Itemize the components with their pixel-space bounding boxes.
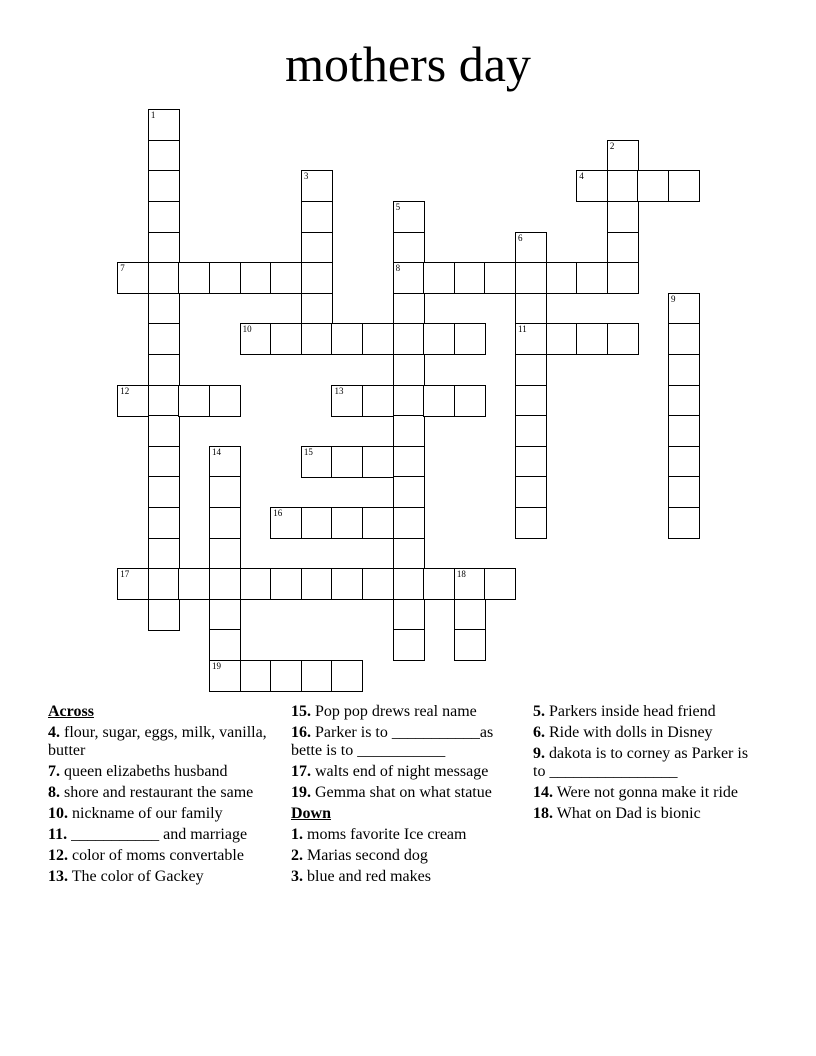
clue-column-1 — [48, 703, 276, 889]
grid-cell[interactable] — [240, 568, 272, 600]
grid-cell[interactable] — [148, 385, 180, 417]
grid-cell[interactable] — [331, 323, 363, 355]
grid-cell[interactable] — [148, 538, 180, 570]
grid-cell[interactable] — [515, 385, 547, 417]
grid-cell[interactable] — [393, 201, 425, 233]
grid-cell[interactable] — [668, 354, 700, 386]
grid-cell[interactable] — [178, 262, 210, 294]
grid-cell[interactable] — [546, 262, 578, 294]
clue-number: 9 — [671, 293, 676, 304]
puzzle-title: mothers day — [285, 36, 531, 92]
grid-cell[interactable] — [454, 629, 486, 661]
grid-cell[interactable] — [393, 446, 425, 478]
clue-across-8: 8. shore and restaurant the same — [48, 784, 254, 801]
grid-cell[interactable] — [209, 629, 241, 661]
clue-across-16: 16. Parker is to ___________as bette is to ___________ — [291, 724, 494, 759]
grid-cell[interactable] — [270, 323, 302, 355]
clue-number: 16 — [273, 508, 283, 519]
grid-cell[interactable] — [454, 599, 486, 631]
clue-number: 1 — [150, 110, 156, 121]
grid-cell[interactable] — [393, 262, 425, 294]
grid-cell[interactable] — [484, 262, 516, 294]
grid-cell[interactable] — [393, 507, 425, 539]
grid-cell[interactable] — [148, 293, 180, 325]
grid-cell[interactable] — [515, 354, 547, 386]
grid-cell[interactable] — [607, 232, 639, 264]
clue-down-6: 6. Ride with dolls in Disney — [533, 724, 713, 741]
grid-cell[interactable] — [270, 507, 302, 539]
clue-number: 12 — [120, 385, 130, 396]
clue-across-15: 15. Pop pop drews real name — [291, 703, 477, 720]
grid-cell[interactable] — [301, 201, 333, 233]
grid-cell[interactable] — [301, 568, 333, 600]
clue-down-2: 2. Marias second dog — [291, 847, 428, 864]
clue-number: 14 — [212, 446, 222, 457]
clue-number: 4 — [579, 171, 584, 182]
grid-cell[interactable] — [148, 446, 180, 478]
clue-number: 18 — [456, 569, 466, 580]
grid-cell[interactable] — [209, 385, 241, 417]
grid-cell[interactable] — [454, 323, 486, 355]
grid-cell[interactable] — [301, 446, 333, 478]
grid-cell[interactable] — [148, 232, 180, 264]
grid-cell[interactable] — [454, 568, 486, 600]
grid-cell[interactable] — [148, 415, 180, 447]
grid-cell[interactable] — [515, 262, 547, 294]
grid-cell[interactable] — [117, 568, 149, 600]
clue-number: 13 — [334, 385, 344, 396]
clue-down-5: 5. Parkers inside head friend — [533, 703, 716, 720]
grid-cell[interactable] — [362, 568, 394, 600]
grid-cell[interactable] — [515, 415, 547, 447]
down-heading: Down — [291, 805, 332, 822]
clue-across-17: 17. walts end of night message — [291, 763, 489, 780]
grid-cell[interactable] — [362, 323, 394, 355]
grid-cell[interactable] — [515, 446, 547, 478]
grid-cell[interactable] — [362, 385, 394, 417]
grid-cell[interactable] — [148, 507, 180, 539]
grid-cell[interactable] — [331, 660, 363, 692]
grid-cell[interactable] — [301, 170, 333, 202]
grid-cell[interactable] — [209, 262, 241, 294]
grid-cell[interactable] — [362, 507, 394, 539]
grid-cell[interactable] — [362, 446, 394, 478]
grid-cell[interactable] — [393, 323, 425, 355]
clue-across-10: 10. nickname of our family — [48, 805, 223, 822]
grid-cell[interactable] — [668, 415, 700, 447]
grid-cell[interactable] — [148, 262, 180, 294]
grid-cell[interactable] — [209, 476, 241, 508]
clue-down-9: 9. dakota is to corney as Parker is to ________________ — [533, 745, 749, 780]
grid-cell[interactable] — [423, 568, 455, 600]
grid-cell[interactable] — [393, 568, 425, 600]
clue-across-19: 19. Gemma shat on what statue — [291, 784, 492, 801]
grid-cell[interactable] — [668, 293, 700, 325]
grid-cell[interactable] — [148, 354, 180, 386]
grid-cell[interactable] — [393, 538, 425, 570]
grid-cell[interactable] — [209, 599, 241, 631]
grid-cell[interactable] — [331, 507, 363, 539]
grid-cell[interactable] — [576, 170, 608, 202]
grid-cell[interactable] — [148, 323, 180, 355]
grid-cell[interactable] — [270, 568, 302, 600]
grid-cell[interactable] — [209, 446, 241, 478]
clue-across-4: 4. flour, sugar, eggs, milk, vanilla, butter — [48, 724, 267, 759]
grid-cell[interactable] — [301, 293, 333, 325]
grid-cell[interactable] — [515, 323, 547, 355]
clue-number: 10 — [242, 324, 252, 335]
grid-cell[interactable] — [423, 323, 455, 355]
grid-cell[interactable] — [607, 170, 639, 202]
grid-cell[interactable] — [148, 476, 180, 508]
grid-cell[interactable] — [301, 660, 333, 692]
grid-cell[interactable] — [515, 476, 547, 508]
grid-cell[interactable] — [393, 385, 425, 417]
grid-cell[interactable] — [668, 323, 700, 355]
grid-cell[interactable] — [331, 568, 363, 600]
grid-cell[interactable] — [515, 507, 547, 539]
grid-cell[interactable] — [270, 660, 302, 692]
grid-cell[interactable] — [148, 568, 180, 600]
grid-cell[interactable] — [148, 170, 180, 202]
clue-across-7: 7. queen elizabeths husband — [48, 763, 228, 780]
grid-cell[interactable] — [607, 262, 639, 294]
clue-number: 17 — [120, 569, 130, 580]
grid-cell[interactable] — [668, 507, 700, 539]
grid-cell[interactable] — [209, 568, 241, 600]
clue-across-11: 11. ___________ and marriage — [48, 826, 248, 843]
clue-number: 2 — [609, 140, 615, 151]
across-heading: Across — [48, 703, 94, 720]
clue-down-3: 3. blue and red makes — [291, 868, 431, 885]
grid-cell[interactable] — [515, 232, 547, 264]
grid-cell[interactable] — [607, 201, 639, 233]
grid-cell[interactable] — [301, 323, 333, 355]
grid-cell[interactable] — [423, 385, 455, 417]
grid-cell[interactable] — [393, 629, 425, 661]
grid-cell[interactable] — [331, 446, 363, 478]
clue-column-3 — [533, 703, 758, 826]
grid-cell[interactable] — [240, 262, 272, 294]
grid-cell[interactable] — [454, 262, 486, 294]
grid-cell[interactable] — [393, 476, 425, 508]
grid-cell[interactable] — [607, 140, 639, 172]
clue-number: 8 — [395, 263, 401, 274]
grid-cell[interactable] — [270, 262, 302, 294]
grid-cell[interactable] — [178, 385, 210, 417]
grid-cell[interactable] — [423, 262, 455, 294]
grid-cell[interactable] — [393, 599, 425, 631]
clue-column-2 — [291, 703, 516, 889]
grid-cell[interactable] — [148, 140, 180, 172]
grid-cell[interactable] — [576, 262, 608, 294]
grid-cell[interactable] — [301, 507, 333, 539]
clue-across-13: 13. The color of Gackey — [48, 868, 204, 885]
grid-cell[interactable] — [393, 415, 425, 447]
grid-cell[interactable] — [178, 568, 210, 600]
clue-number: 3 — [303, 171, 309, 182]
grid-cell[interactable] — [301, 262, 333, 294]
clue-number: 11 — [518, 324, 527, 335]
grid-cell[interactable] — [637, 170, 669, 202]
grid-cell[interactable] — [209, 507, 241, 539]
clue-across-12: 12. color of moms convertable — [48, 847, 244, 864]
clue-number: 15 — [303, 446, 313, 457]
grid-cell[interactable] — [148, 599, 180, 631]
grid-cell[interactable] — [668, 476, 700, 508]
clue-number: 5 — [395, 202, 401, 213]
grid-cell[interactable] — [117, 262, 149, 294]
grid-cell[interactable] — [209, 538, 241, 570]
grid-cell[interactable] — [148, 109, 180, 141]
grid-cell[interactable] — [240, 323, 272, 355]
grid-cell[interactable] — [484, 568, 516, 600]
grid-cell[interactable] — [668, 446, 700, 478]
grid-cell[interactable] — [576, 323, 608, 355]
clue-number: 19 — [212, 661, 222, 672]
grid-cell[interactable] — [331, 385, 363, 417]
clue-number: 6 — [518, 232, 523, 243]
grid-cell[interactable] — [454, 385, 486, 417]
grid-cell[interactable] — [607, 323, 639, 355]
grid-cell[interactable] — [393, 232, 425, 264]
grid-cell[interactable] — [148, 201, 180, 233]
grid-cell[interactable] — [668, 170, 700, 202]
clue-down-18: 18. What on Dad is bionic — [533, 805, 701, 822]
grid-cell[interactable] — [393, 354, 425, 386]
grid-cell[interactable] — [117, 385, 149, 417]
clue-number: 7 — [120, 263, 125, 274]
grid-cell[interactable] — [209, 660, 241, 692]
grid-cell[interactable] — [515, 293, 547, 325]
grid-cell[interactable] — [668, 385, 700, 417]
grid-cell[interactable] — [301, 232, 333, 264]
clue-down-1: 1. moms favorite Ice cream — [291, 826, 467, 843]
grid-cell[interactable] — [393, 293, 425, 325]
grid-cell[interactable] — [240, 660, 272, 692]
grid-cell[interactable] — [546, 323, 578, 355]
clue-down-14: 14. Were not gonna make it ride — [533, 784, 739, 801]
